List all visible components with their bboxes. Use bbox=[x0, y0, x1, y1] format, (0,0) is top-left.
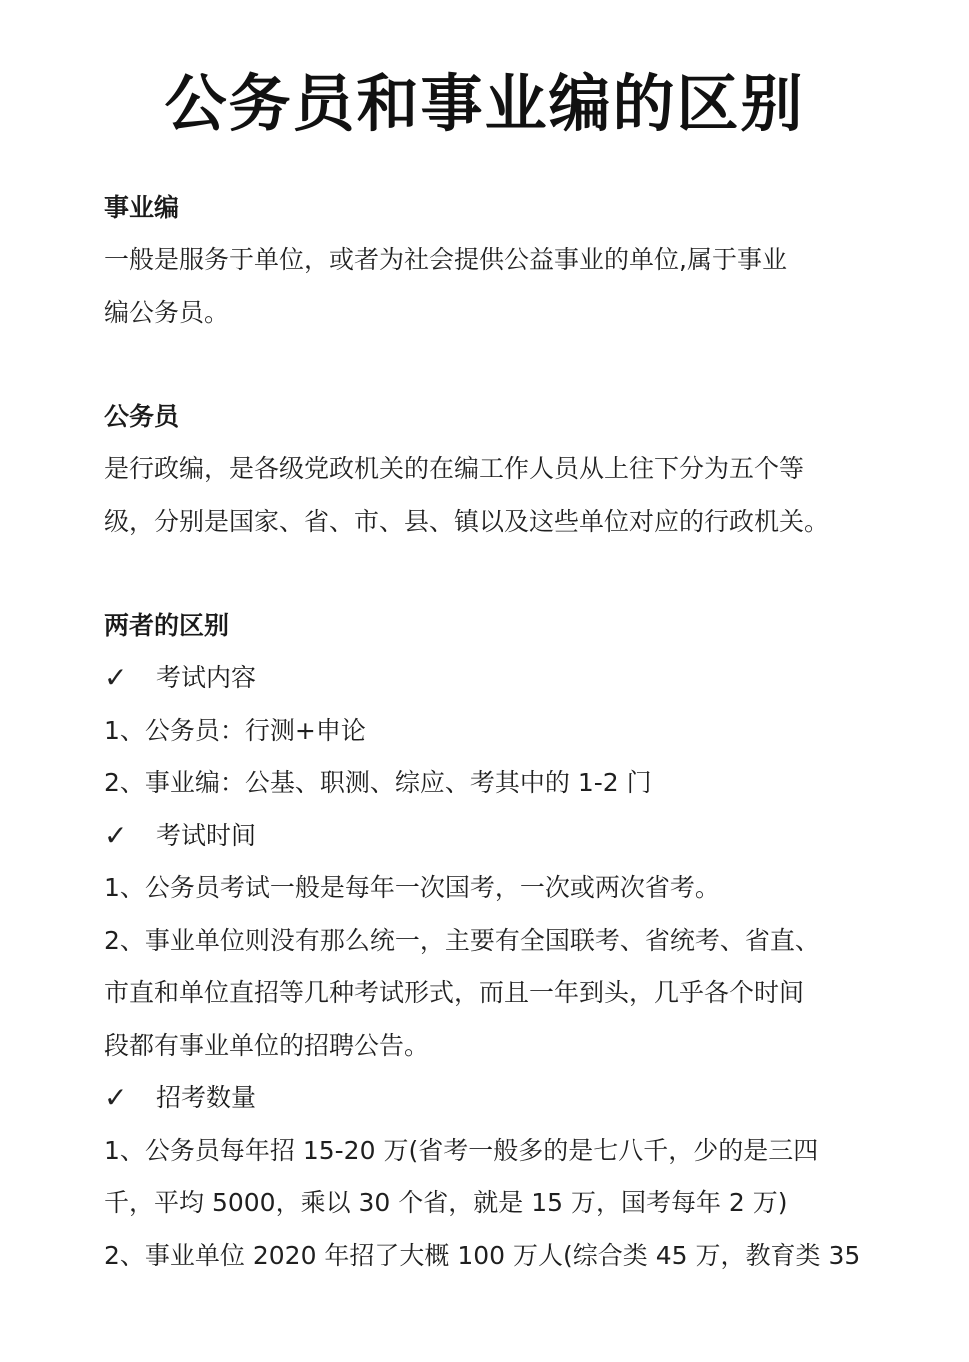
section-heading: 事业编 bbox=[104, 193, 180, 222]
diff-item-exam-time bbox=[104, 810, 874, 1073]
section-gongwuyuan bbox=[104, 391, 874, 548]
spacer bbox=[104, 339, 874, 391]
checkmark-icon: ✓ bbox=[104, 818, 128, 852]
paragraph-line: 段都有事业单位的招聘公告。 bbox=[104, 1030, 430, 1060]
checkmark-icon: ✓ bbox=[104, 1081, 128, 1114]
diff-item-exam-content bbox=[104, 652, 874, 810]
diff-item-label: 考试时间 bbox=[156, 820, 257, 850]
section-heading: 公务员 bbox=[104, 402, 180, 431]
check-row bbox=[104, 810, 874, 863]
section-shiyebian bbox=[104, 182, 874, 339]
paragraph-line: 1、公务员每年招 15-20 万(省考一般多的是七八千，少的是三四 bbox=[104, 1135, 819, 1165]
diff-item-label: 招考数量 bbox=[156, 1083, 257, 1112]
paragraph-line: 2、事业单位 2020 年招了大概 100 万人(综合类 45 万，教育类 35 bbox=[104, 1240, 861, 1270]
section-differences bbox=[104, 600, 874, 1282]
paragraph-line: 2、事业编：公基、职测、综应、考其中的 1-2 门 bbox=[104, 768, 652, 797]
paragraph-line: 是行政编，是各级党政机关的在编工作人员从上往下分为五个等 bbox=[104, 454, 805, 483]
paragraph-line: 1、公务员考试一般是每年一次国考，一次或两次省考。 bbox=[104, 873, 720, 902]
paragraph-line: 级，分别是国家、省、市、县、镇以及这些单位对应的行政机关。 bbox=[104, 506, 830, 536]
diff-item-recruit-count bbox=[104, 1072, 874, 1282]
paragraph-line: 2、事业单位则没有那么统一，主要有全国联考、省统考、省直、 bbox=[104, 925, 820, 955]
check-row bbox=[104, 652, 874, 705]
check-row bbox=[104, 1072, 874, 1125]
article-body bbox=[104, 182, 874, 1282]
paragraph-line: 1、公务员：行测+申论 bbox=[104, 715, 366, 745]
diff-item-label: 考试内容 bbox=[156, 663, 257, 692]
paragraph-line: 千，平均 5000，乘以 30 个省，就是 15 万，国考每年 2 万) bbox=[104, 1188, 788, 1217]
paragraph-line: 市直和单位直招等几种考试形式，而且一年到头，几乎各个时间 bbox=[104, 978, 805, 1007]
page-title: 公务员和事业编的区别 bbox=[164, 67, 805, 140]
spacer bbox=[104, 548, 874, 600]
paragraph-line: 编公务员。 bbox=[104, 297, 230, 327]
checkmark-icon: ✓ bbox=[104, 661, 128, 694]
section-heading: 两者的区别 bbox=[104, 611, 230, 640]
paragraph-line: 一般是服务于单位，或者为社会提供公益事业的单位,属于事业 bbox=[104, 245, 787, 274]
